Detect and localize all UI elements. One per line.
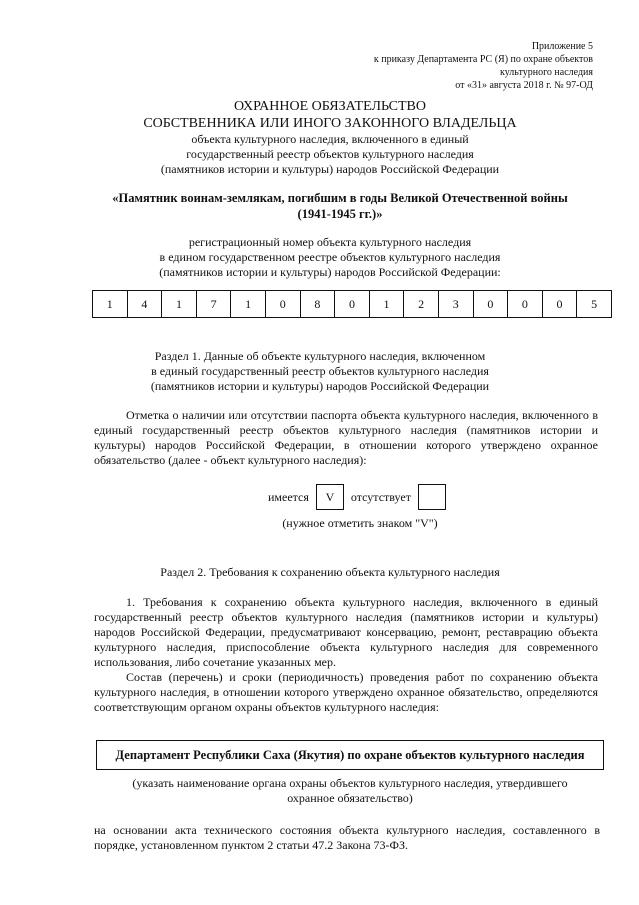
appendix-header <box>293 40 593 92</box>
has-passport-checkbox[interactable]: V <box>316 484 344 510</box>
registration-digit: 2 <box>404 291 439 317</box>
registration-digit: 1 <box>231 291 266 317</box>
authority-instruction-line: охранное обязательство) <box>287 791 413 805</box>
object-name <box>70 190 610 222</box>
registration-digit: 4 <box>128 291 163 317</box>
object-name-line: «Памятник воинам-землякам, погибшим в годы Великой Отечественной войны <box>112 191 568 205</box>
registration-digit: 5 <box>591 296 598 311</box>
title-line: ОХРАННОЕ ОБЯЗАТЕЛЬСТВО <box>234 99 426 114</box>
section-2-heading: Раздел 2. Требования к сохранению объекта культурного наследия <box>160 565 500 579</box>
mark-instruction: (нужное отметить знаком "V") <box>282 516 438 530</box>
no-passport-checkbox[interactable] <box>418 484 446 510</box>
section-heading-line: Раздел 1. Данные об объекте культурного наследия, включенном <box>154 349 486 363</box>
authority-instruction-line: (указать наименование органа охраны объектов культурного наследия, утвердившего <box>132 776 568 790</box>
registration-digit: 1 <box>370 291 405 317</box>
registration-digit: 0 <box>335 291 370 317</box>
registration-digit: 0 <box>508 291 543 317</box>
has-passport-label: имеется <box>268 489 309 504</box>
appendix-line: к приказу Департамента РС (Я) по охране объектов <box>373 54 593 65</box>
section-heading-line: в единый государственный реестр объектов культурного наследия <box>151 364 489 378</box>
passport-text: Отметка о наличии или отсутствии паспорта объекта культурного наследия, включенного в единый государственный реестр объектов культурного наследия (памятников истории и культуры) народов Российской Федерации, в отношении которого утверждено охранное обязательство (далее - объект культурного наследия): <box>94 408 598 467</box>
registration-digit: 0 <box>474 291 509 317</box>
title-line: объекта культурного наследия, включенного в единый <box>191 132 469 146</box>
passport-paragraph <box>94 408 598 468</box>
authority-instruction <box>100 776 600 806</box>
appendix-line: Приложение 5 <box>531 41 593 52</box>
document-title <box>60 98 600 177</box>
title-line: СОБСТВЕННИКА ИЛИ ИНОГО ЗАКОННОГО ВЛАДЕЛЬЦА <box>143 116 517 131</box>
title-line: государственный реестр объектов культурного наследия <box>186 147 474 161</box>
registration-digit: 1 <box>93 291 128 317</box>
works-text: Состав (перечень) и сроки (периодичность) проведения работ по сохранению объекта культурного наследия, в отношении которого утверждено охранное обязательство, определяются соответствующим органом охраны объектов культурного наследия: <box>94 670 598 714</box>
appendix-line: от «31» августа 2018 г. № 97-ОД <box>455 80 593 91</box>
section-heading-line: (памятников истории и культуры) народов Российской Федерации <box>150 379 490 393</box>
registration-caption <box>60 235 600 280</box>
section-1-heading <box>80 349 560 394</box>
no-passport-label: отсутствует <box>350 489 411 504</box>
passport-mark-row <box>268 482 453 512</box>
registration-caption-line: регистрационный номер объекта культурного наследия <box>188 235 472 249</box>
requirements-paragraph <box>94 595 598 715</box>
registration-digit: 7 <box>197 291 232 317</box>
appendix-line: культурного наследия <box>500 67 593 78</box>
title-line: (памятников истории и культуры) народов Российской Федерации <box>160 162 500 176</box>
registration-digit: 3 <box>439 291 474 317</box>
registration-digit: 1 <box>162 291 197 317</box>
authority-name-box: Департамент Республики Саха (Якутия) по охране объектов культурного наследия <box>96 740 604 770</box>
registration-digit: 8 <box>301 291 336 317</box>
basis-paragraph: на основании акта технического состояния объекта культурного наследия, составленного в порядке, установленном пунктом 2 статьи 47.2 Закона 73-ФЗ. <box>94 823 600 852</box>
registration-number-grid <box>92 290 612 318</box>
registration-caption-line: (памятников истории и культуры) народов Российской Федерации: <box>159 265 501 279</box>
registration-digit: 0 <box>266 291 301 317</box>
registration-digit: 0 <box>543 291 578 317</box>
requirements-text: 1. Требования к сохранению объекта культурного наследия, включенного в единый государственный реестр объектов культурного наследия (памятников истории и культуры) народов Российской Федерации, предусматривают консервацию, ремонт, реставрацию объекта культурного наследия, приспособление объекта культурного наследия для современного использования, либо сочетание указанных мер. <box>94 595 598 669</box>
object-name-line: (1941-1945 гг.)» <box>297 207 383 221</box>
registration-caption-line: в едином государственном реестре объектов культурного наследия <box>159 250 501 264</box>
